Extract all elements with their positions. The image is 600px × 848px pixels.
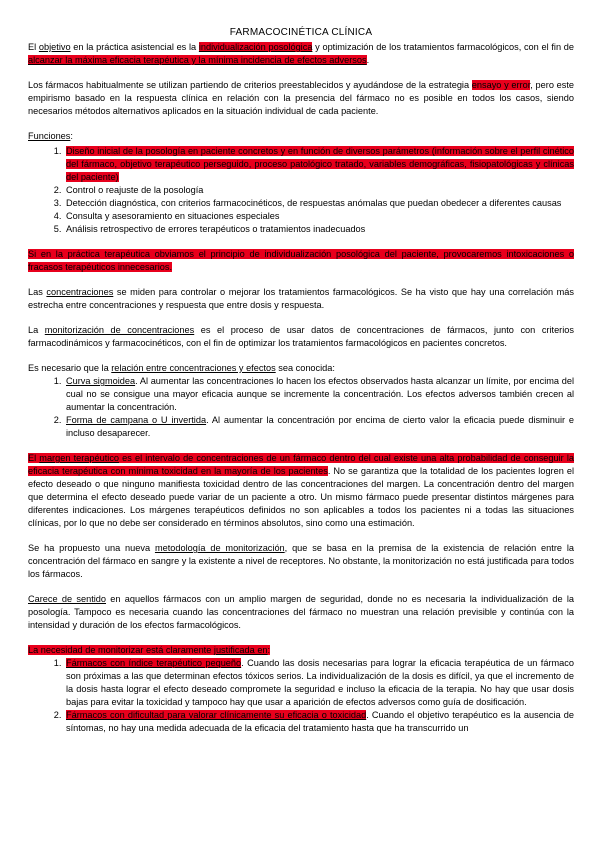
term-monitorizacion: monitorización de concentraciones: [44, 325, 195, 335]
paragraph-principio-individualizacion: Si en la práctica terapéutica obviamos el principio de individualización posológica del paciente, provocaremos intoxicaciones o fracasos terapéuticos innecesarios.: [28, 249, 574, 272]
term-objetivo: objetivo: [38, 42, 71, 52]
funciones-list: [28, 145, 574, 236]
justificada-list: [28, 657, 574, 735]
term-metodologia: metodología de monitorización: [154, 543, 285, 553]
paragraph-farmacos-habitualmente: Los fármacos habitualmente se utilizan partiendo de criterios preestablecidos y ayudándose de la estrategia ensayo y error, pero este empirismo basado en la respuesta clínica en relación con la presencia del fármaco no es posible en todos los casos, siendo necesarios métodos alternativos aplicados en la situación individual de cada paciente.: [28, 80, 574, 116]
paragraph-carece-sentido: Carece de sentido en aquellos fármacos con un amplio margen de seguridad, donde no es necesaria la individualización de la posología. Tampoco es necesaria cuando las concentraciones del fármaco no muestran una relación previsible y continúa con la intensidad y duración de los efectos farmacológicos.: [28, 594, 574, 630]
paragraph-relacion: Es necesario que la relación entre concentraciones y efectos sea conocida:: [28, 363, 335, 373]
paragraph-margen-terapeutico: El margen terapéutico es el intervalo de concentraciones de un fármaco dentro del cual existe una alta probabilidad de conseguir la eficacia terapéutica con mínima toxicidad en la mayoría de los pacientes. No se garantiza que la totalidad de los pacientes logren el efecto deseado o que ninguno manifiesta toxicidad dentro de las concentraciones del margen. La concentración dentro del margen que determina el efecto deseado puede variar de un paciente a otro. Un mismo fármaco puede presentar distintos márgenes para diferentes indicaciones. Los márgenes terapéuticos definidos no son aplicables a todos los pacientes ni a todas las situaciones clínicas, por lo que no debe ser considerado en términos absolutos, sino como una estimación.: [28, 453, 575, 528]
funciones-heading: Funciones:: [28, 131, 73, 141]
list-item: 2. Control o reajuste de la posología: [64, 184, 574, 197]
term-margen-terapeutico: margen terapéutico: [39, 453, 120, 463]
paragraph-metodologia: Se ha propuesto una nueva metodología de monitorización, que se basa en la premisa de la existencia de relación entre la concentración del fármaco en sangre y la existente a nivel de receptores. No obstante, la monitorización no está justificada para todos los fármacos.: [28, 543, 574, 579]
highlight-individualizacion: individualización posológica: [198, 42, 313, 52]
relacion-list: [28, 375, 574, 440]
paragraph-objetivo: El objetivo en la práctica asistencial es la individualización posológica y optimización de los tratamientos farmacológicos, con el fin de alcanzar la máxima eficacia terapéutica y la mínima incidencia de efectos adversos.: [28, 42, 574, 65]
list-item: 3. Detección diagnóstica, con criterios farmacocinéticos, de respuestas anómalas que puedan obedecer a diferentes causas: [64, 197, 574, 210]
term-relacion: relación entre concentraciones y efectos: [111, 363, 276, 373]
list-item: 1. Curva sigmoidea. Al aumentar las concentraciones lo hacen los efectos observados hasta alcanzar un límite, por encima del cual no se consigue una mayor eficacia aunque se incremente la concentración. Los efectos adversos también crecen al aumentar la concentración.: [64, 375, 574, 414]
paragraph-monitorizacion: La monitorización de concentraciones es el proceso de usar datos de concentraciones de fármacos, junto con criterios farmacodinámicos y farmacocinéticos, con el fin de optimizar los tratamientos farmacológicos en pacientes concretos.: [28, 325, 574, 348]
document-title: FARMACOCINÉTICA CLÍNICA: [229, 27, 373, 38]
term-carece-sentido: Carece de sentido: [28, 594, 107, 604]
term-concentraciones: concentraciones: [46, 287, 114, 297]
list-item: 1. Diseño inicial de la posología en paciente concretos y en función de diversos parámetros (información sobre el perfil cinético del fármaco, objetivo terapéutico perseguido, proceso patológico tratado, variables demográficas, fisiopatológicas y clínicas del paciente): [64, 145, 574, 184]
list-item: 4. Consulta y asesoramiento en situaciones especiales: [64, 210, 574, 223]
paragraph-necesidad-monitorizar: La necesidad de monitorizar está claramente justificada en:: [28, 645, 271, 655]
list-item: 2. Fármacos con dificultad para valorar clínicamente su eficacia o toxicidad. Cuando el objetivo terapéutico es la ausencia de síntomas, no hay una medida adecuada de la eficacia del tratamiento hasta que ha transcurrido un: [64, 709, 574, 735]
highlight-maxima-eficacia: alcanzar la máxima eficacia terapéutica y la mínima incidencia de efectos adversos: [28, 55, 367, 65]
list-item: 1. Fármacos con índice terapéutico pequeño. Cuando las dosis necesarias para lograr la eficacia terapéutica de un fármaco son próximas a las que determinan efectos tóxicos serios. La individualización de la dosis es difícil, ya que el incremento de la dosis hasta lograr el efecto deseado compromete la seguridad e incluso la eficacia de la terapia. No hay que usar dosis bajas para evitar la toxicidad y tampoco hay que usar a aparición de efectos adversos como guía de dosificación.: [64, 657, 574, 709]
term-justificada: justificada en: [213, 645, 268, 655]
document-page: [28, 26, 574, 735]
list-item: 2. Forma de campana o U invertida. Al aumentar la concentración por encima de cierto valor la eficacia puede disminuir e incluso desaparecer.: [64, 414, 574, 440]
paragraph-concentraciones: Las concentraciones se miden para controlar o mejorar los tratamientos farmacológicos. Se ha visto que hay una correlación más estrecha entre concentraciones y respuesta que entre dosis y respuesta.: [28, 287, 574, 310]
list-item: 5. Análisis retrospectivo de errores terapéuticos o tratamientos inadecuados: [64, 223, 574, 236]
highlight-ensayo-error: ensayo y error: [471, 80, 531, 90]
